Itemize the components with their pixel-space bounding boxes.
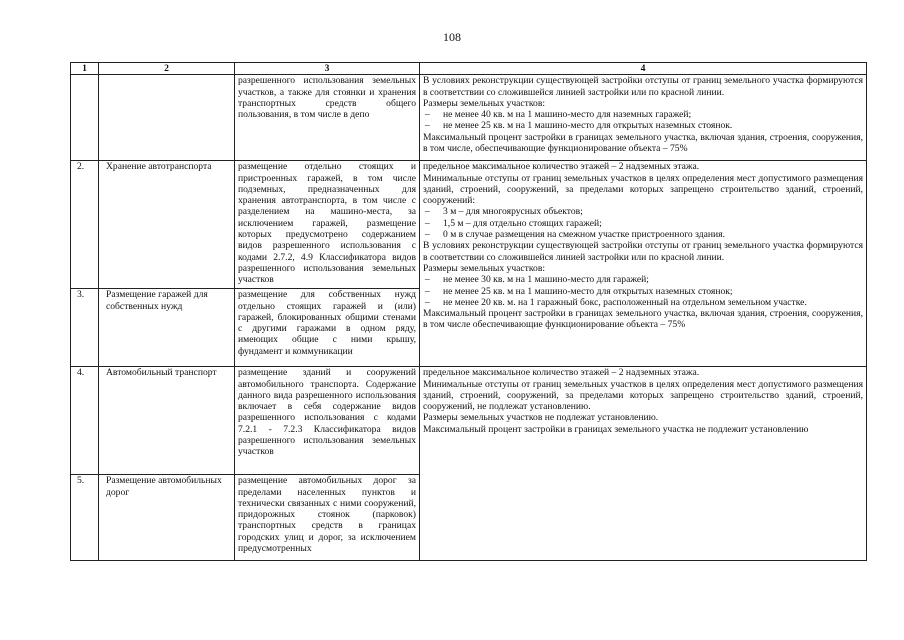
page-number: 108: [443, 30, 461, 44]
paragraph: В условиях реконструкции существующей застройки отступы от границ земельного участка формируются в соответствии со сложившейся линией застройки или по красной линии.: [423, 75, 863, 98]
land-use-description: размещение зданий и сооружений автомобильного транспорта. Содержание данного вида разрешенного использования включает в себя содержание видов разрешенного использования с кодами 7.2.1 - 7.2.3 Классификатора видов разрешенного использования земельных участков: [235, 367, 420, 475]
paragraph: В условиях реконструкции существующей застройки отступы от границ земельного участка формируются в соответствии со сложившейся линией застройки или по красной линии.: [423, 240, 863, 263]
list-item: – 0 м в случае размещения на смежном участке пристроенного здания.: [423, 229, 863, 240]
header-col-4: 4: [420, 63, 867, 75]
land-use-description: разрешенного использования земельных участков, а также для стоянки и хранения транспортных средств общего пользования, в том числе в депо: [235, 75, 420, 161]
header-col-2: 2: [99, 63, 235, 75]
row-number: [71, 75, 99, 161]
table-row: [71, 75, 867, 161]
paragraph: Размеры земельных участков:: [423, 262, 546, 274]
land-use-name: Автомобильный транспорт: [99, 367, 235, 475]
paragraph: Максимальный процент застройки в границах земельного участка не подлежит установлению: [423, 423, 809, 435]
parameters-cell: [420, 75, 867, 161]
paragraph: предельное максимальное количество этажей – 2 надземных этажа.: [423, 367, 700, 379]
land-use-name: Размещение автомобильных дорог: [99, 475, 235, 561]
land-use-description: размещение для собственных нужд отдельно стоящих гаражей и (или) гаражей, блокированных общими стенами с другими гаражами в одном ряду, имеющих общие с ними крышу, фундамент и коммуникации: [235, 289, 420, 367]
paragraph: Минимальные отступы от границ земельных участков в целях определения мест допустимого размещения зданий, строений, сооружений, за пределами которых запрещено строительство зданий, строений, сооружений, не подлежат установлению.: [423, 378, 863, 413]
land-use-description: размещение отдельно стоящих и пристроенных гаражей, в том числе подземных, предназначенных для хранения автотранспорта, в том числе с разделением на машино-места, за исключением гаражей, размещение которых предусмотрено содержанием видов разрешенного использования с кодами 2.7.2, 4.9 Классификатора видов разрешенного использования земельных участков: [235, 161, 420, 289]
table-header-row: [71, 63, 867, 75]
list-item: – не менее 25 кв. м на 1 машино-место для открытых наземных стоянок.: [423, 120, 863, 131]
list-item: – 1,5 м – для отдельно стоящих гаражей;: [423, 218, 863, 229]
paragraph: Максимальный процент застройки в границах земельного участка, включая здания, строения, сооружения, в том числе, обеспечивающие функционирование объекта – 75%: [423, 131, 863, 155]
parameters-cell: [420, 161, 867, 367]
header-col-3: 3: [235, 63, 420, 75]
row-number: 4.: [71, 367, 99, 475]
list-item: – не менее 30 кв. м на 1 машино-место для гаражей;: [423, 274, 863, 285]
parameters-cell: [420, 367, 867, 561]
table-row: [71, 161, 867, 289]
paragraph: предельное максимальное количество этажей – 2 надземных этажа.: [423, 161, 700, 173]
row-number: 3.: [71, 289, 99, 367]
description-text: размещение автомобильных дорог за пределами населенных пунктов и технически связанных с ними сооружений, придорожных стоянок (парковок) транспортных средств в границах городских улиц и дорог, за исключением предусмотренных: [238, 475, 416, 555]
paragraph: Минимальные отступы от границ земельных участков в целях определения мест допустимого размещения зданий, строений, сооружений, за пределами которых запрещено строительство зданий, строений, сооружений:: [423, 172, 863, 207]
row-number: 5.: [71, 475, 99, 561]
row-number: 2.: [71, 161, 99, 289]
list-item: – не менее 40 кв. м на 1 машино-место для наземных гаражей;: [423, 109, 863, 120]
list-item: – не менее 20 кв. м. на 1 гаражный бокс, расположенный на отдельном земельном участке.: [423, 297, 863, 308]
table-row: [71, 367, 867, 475]
land-use-name: Хранение автотранспорта: [99, 161, 235, 289]
land-use-description: [235, 475, 420, 561]
header-col-1: 1: [71, 63, 99, 75]
list-item: – 3 м – для многоярусных объектов;: [423, 206, 863, 217]
land-use-name: [99, 75, 235, 161]
regulations-table: [70, 62, 867, 561]
list-item: – не менее 25 кв. м на 1 машино-место для открытых наземных стоянок;: [423, 286, 863, 297]
paragraph: Размеры земельных участков не подлежат установлению.: [423, 412, 659, 424]
paragraph: Максимальный процент застройки в границах земельного участка, включая здания, строения, сооружения, в том числе обеспечивающие функционирование объекта – 75%: [423, 308, 863, 331]
paragraph: Размеры земельных участков:: [423, 97, 546, 109]
land-use-name: Размещение гаражей для собственных нужд: [99, 289, 235, 367]
